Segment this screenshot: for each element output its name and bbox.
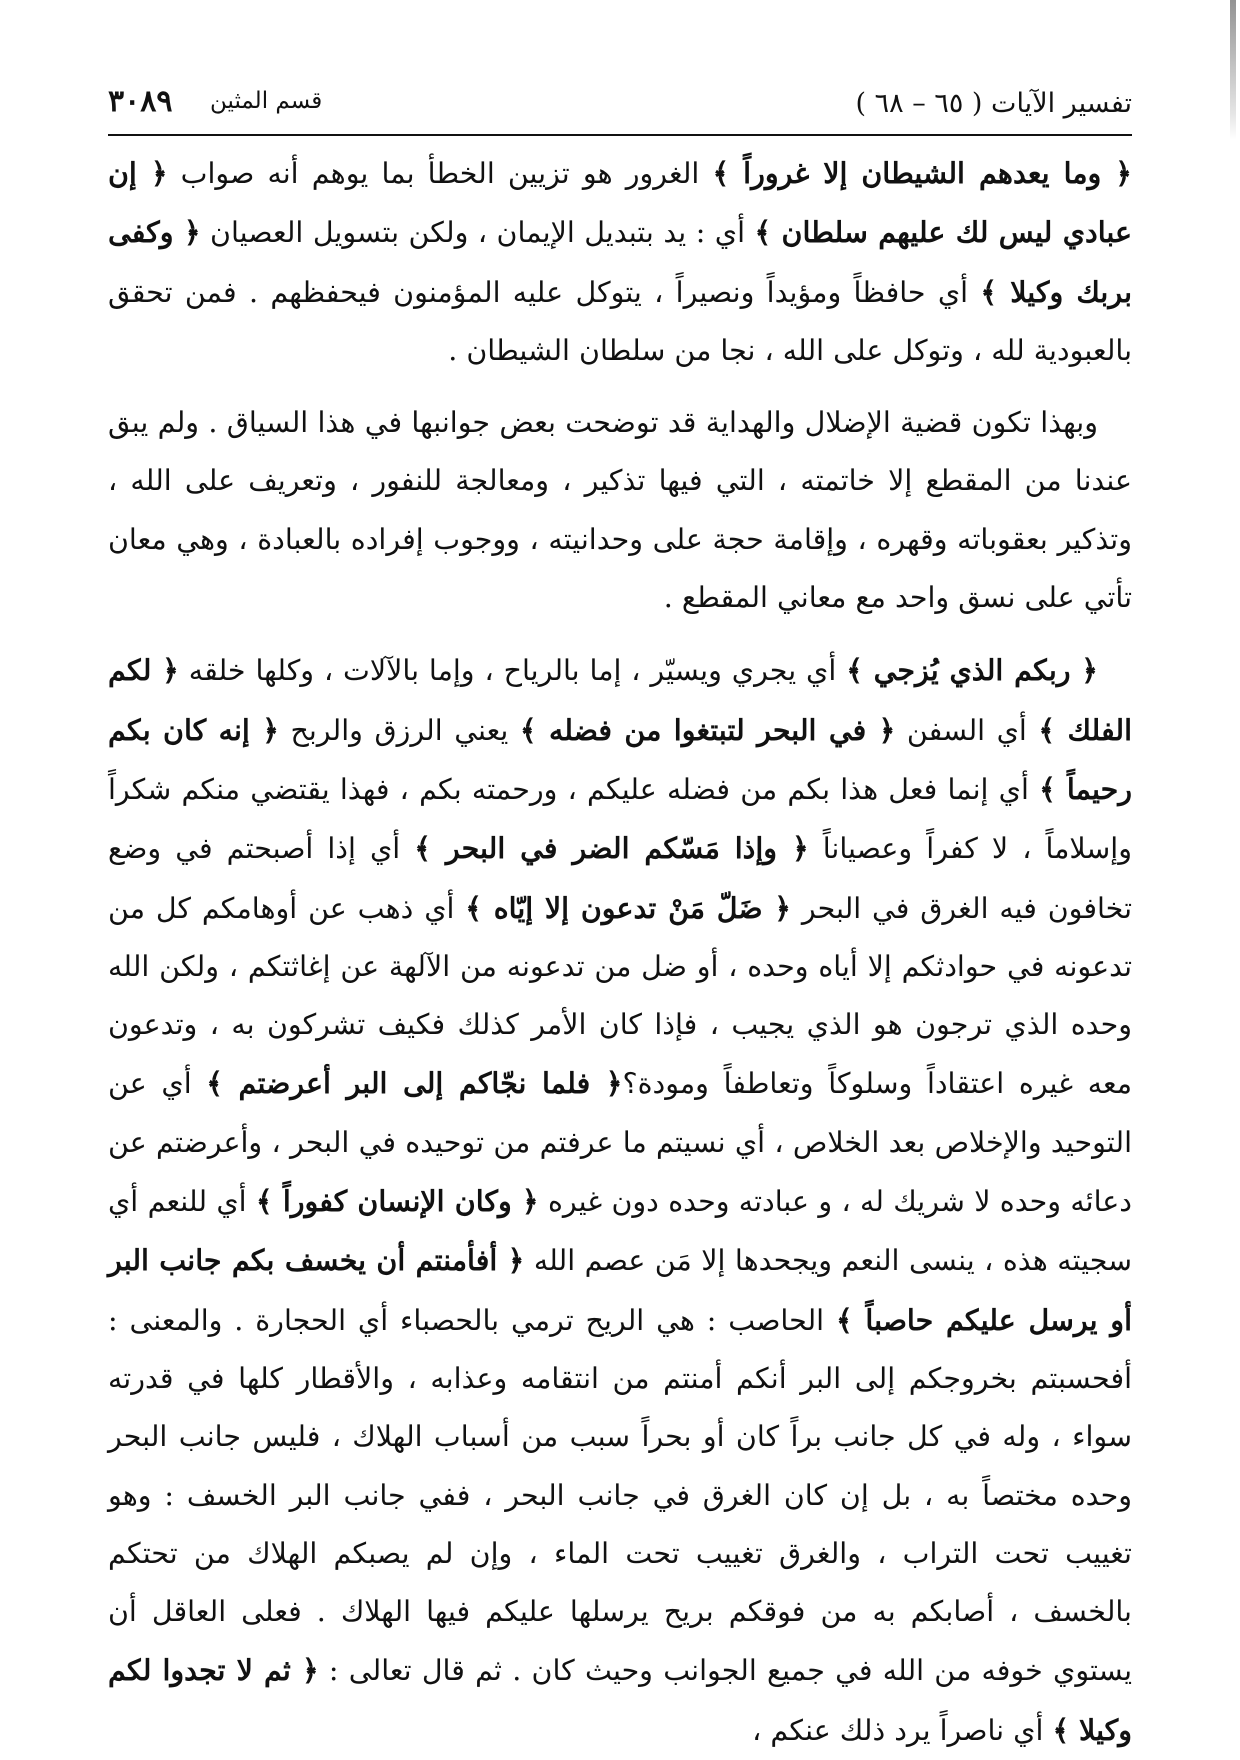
commentary-text: الحاصب : هي الريح ترمي بالحصباء أي الحجارة . والمعنى : أفحسبتم بخروجكم إلى البر أنكم أمنتم من انتقامه وعذابه ، والأقطار كلها في قدرته سواء ، وله في كل جانب براً كان أو بحراً سبب من أسباب الهلاك ، فليس جانب البحر وحده مختصاً به ، بل إن كان الغرق في جانب البحر ، ففي جانب البر الخسف : وهو تغييب تحت التراب ، والغرق تغييب تحت الماء ، وإن لم يصبكم الهلاك من تحتكم بالخسف ، أصابكم به من فوقكم بريح يرسلها عليكم فيها الهلاك . فعلى العاقل أن يستوي خوفه من الله في جميع الجوانب وحيث كان . ثم قال تعالى : [108,1303,1132,1688]
quran-verse: ﴿ في البحر لتبتغوا من فضله ﴾ [519,712,896,747]
paragraph [108,641,1132,1760]
commentary-text: أي عن التوحيد والإخلاص بعد الخلاص ، أي نسيتم ما عرفتم من توحيده في البحر ، وأعرضتم عن دعائه وحده لا شريك له ، و عبادته وحده دون غيره [108,1067,1132,1219]
header-rule [108,134,1132,136]
commentary-text: أي : يد بتبديل الإيمان ، ولكن بتسويل العصيان [200,216,755,250]
scan-edge-shadow [1230,0,1236,140]
commentary-text: أي ذهب عن أوهامكم كل من تدعونه في حوادثكم إلا أياه وحده ، أو ضل من تدعونه من الآلهة عن إغاثتكم ، ولكن الله وحده الذي ترجون هو الذي يجيب ، فإذا كان الأمر كذلك فكيف تشركون به ، وتدعون معه غيره اعتقاداً وسلوكاً وتعاطفاً ومودة؟ [108,891,1133,1101]
commentary-text: يعني الرزق والربح [278,713,520,747]
quran-verse: ﴿ ضَلّ مَنْ تدعون إلا إيّاه ﴾ [465,890,791,925]
quran-verse: ﴿ وكان الإنسان كفوراً ﴾ [255,1184,539,1219]
quran-verse: ﴿ إن عبادي ليس لك عليهم سلطان ﴾ [108,156,1133,250]
quran-verse: ﴿ فلما نجّاكم إلى البر أعرضتم ﴾ [206,1066,623,1101]
paragraph [108,144,1132,380]
running-title: تفسير الآيات ( ٦٥ – ٦٨ ) [855,88,1132,119]
commentary-text: أي ناصراً يرد ذلك عنكم ، [752,1713,1053,1747]
page-number: ٣٠٨٩ [108,84,173,119]
commentary-text: أي حافظاً ومؤيداً ونصيراً ، يتوكل عليه المؤمنون فيحفظهم . فمن تحقق بالعبودية لله ، وتوكل على الله ، نجا من سلطان الشيطان . [108,275,1132,367]
commentary-text: أي السفن [895,713,1039,747]
quran-verse: ﴿ وما يعدهم الشيطان إلا غروراً ﴾ [712,156,1132,190]
section-title: قسم المثين [210,88,323,114]
body-text [108,144,1132,1760]
quran-verse: ﴿ وكفى بربك وكيلا ﴾ [108,215,1132,309]
quran-verse: ﴿ أفأمنتم أن يخسف بكم جانب البر أو يرسل عليكم حاصباً ﴾ [108,1243,1132,1337]
commentary-text: وبهذا تكون قضية الإضلال والهداية قد توضحت بعض جوانبها في هذا السياق . ولم يبق عندنا من المقطع إلا خاتمته ، التي فيها تذكير ، ومعالجة للنفور ، وتعريف على الله ، وتذكير بعقوباته وقهره ، وإقامة حجة على وحدانيته ، ووجوب إفراده بالعبادة ، وهي معان تأتي على نسق واحد مع معاني المقطع . [108,406,1132,615]
commentary-text: أي إذا أصبحتم في وضع تخافون فيه الغرق في البحر [108,832,1133,925]
page-header [108,84,1132,132]
quran-verse: ﴿ ربكم الذي يُزجي ﴾ [846,653,1099,688]
quran-verse: ﴿ لكم الفلك ﴾ [108,653,1132,747]
commentary-text: أي يجري ويسيّر ، إما بالرياح ، وإما بالآلات ، وكلها خلقه [178,654,847,688]
commentary-text: الغرور هو تزيين الخطأ بما يوهم أنه صواب [167,157,713,190]
commentary-text: أي للنعم أي سجيته هذه ، ينسى النعم ويجحدها إلا مَن عصم الله [108,1185,1132,1278]
commentary-text: أي إنما فعل هذا بكم من فضله عليكم ، ورحمته بكم ، فهذا يقتضي منكم شكراً وإسلاماً ، لا كفراً وعصياناً [108,772,1132,866]
quran-verse: ﴿ إنه كان بكم رحيماً ﴾ [108,712,1132,806]
paragraph [108,394,1132,627]
quran-verse: ﴿ ثم لا تجدوا لكم وكيلا ﴾ [108,1653,1132,1747]
quran-verse: ﴿ وإذا مَسّكم الضر في البحر ﴾ [414,831,809,866]
